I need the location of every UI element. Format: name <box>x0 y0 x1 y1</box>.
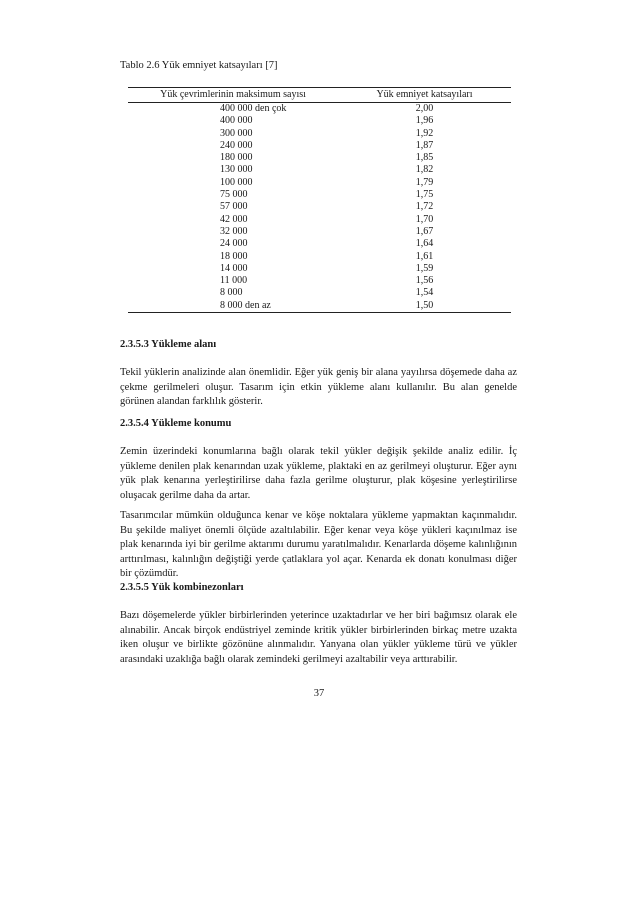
safety-factor-cell: 1,96 <box>415 115 434 127</box>
table-row <box>128 189 511 201</box>
safety-factor-cell: 1,67 <box>415 225 434 237</box>
table-row <box>128 128 511 140</box>
paragraph-yukleme-konumu-1: Zemin üzerindeki konumlarına bağlı olarak tekil yükler değişik şekilde analiz edilir. İç yükleme denilen plak kenarından uzak yükleme, plaktaki en az gerilmeyi oluşturur. Eğer aynı yük plak kenarına yerleştirilirse daha fazla gerilme oluşturur, plak köşesine yerleştirilirse oluşacak gerilme daha da artar. <box>120 446 517 501</box>
safety-factor-cell: 1,61 <box>415 250 434 262</box>
table-row <box>128 275 511 287</box>
safety-factor-cell: 1,50 <box>338 300 511 313</box>
cycle-count-cell: 42 000 <box>220 213 248 225</box>
table-row <box>128 214 511 226</box>
cycle-count-cell: 400 000 den çok <box>220 103 287 114</box>
safety-factor-cell: 1,64 <box>415 238 434 250</box>
safety-factor-cell: 1,56 <box>415 275 434 287</box>
table-row <box>128 238 511 250</box>
cycle-count-cell: 180 000 <box>220 152 253 164</box>
safety-factor-cell: 1,75 <box>415 189 434 201</box>
table-row <box>128 226 511 238</box>
table-row <box>128 152 511 164</box>
cycle-count-cell: 240 000 <box>220 139 253 151</box>
safety-factor-cell: 1,82 <box>415 164 434 176</box>
cycle-count-cell: 75 000 <box>220 189 248 201</box>
table-row <box>128 300 511 313</box>
paragraph-yuk-kombinezonlari: Bazı döşemelerde yükler birbirlerinden yeterince uzaktadırlar ve her biri bağımsız olarak ele alınabilir. Ancak birçok endüstriyel zeminde kritik yükler birbirlerinden birkaç metre uzakta iken oluşur ve birlikte gözönüne alınmalıdır. Yanyana olan yükler yükleme türü ve yükler arasındaki uzaklığa bağlı olarak zemindeki gerilmeyi azaltabilir veya arttırabilir. <box>120 610 517 665</box>
cycle-count-cell: 14 000 <box>220 262 248 274</box>
cycle-count-cell: 18 000 <box>220 250 248 262</box>
table-row <box>128 177 511 189</box>
safety-factor-cell: 1,92 <box>415 127 434 139</box>
cycle-count-cell: 400 000 <box>220 115 253 127</box>
safety-factor-cell: 1,54 <box>415 287 434 299</box>
section-heading-yukleme-alani: 2.3.5.3 Yükleme alanı <box>120 339 217 350</box>
safety-factor-cell: 1,79 <box>415 176 434 188</box>
cycle-count-cell: 24 000 <box>220 238 248 250</box>
section-heading-yukleme-konumu: 2.3.5.4 Yükleme konumu <box>120 418 232 429</box>
safety-factor-cell: 1,72 <box>415 201 434 213</box>
table-row <box>128 287 511 299</box>
cycle-count-cell: 32 000 <box>220 225 248 237</box>
table-row <box>128 251 511 263</box>
table-row <box>128 103 511 116</box>
cycle-count-cell: 11 000 <box>220 275 248 287</box>
table-row <box>128 164 511 176</box>
paragraph-yukleme-alani: Tekil yüklerin analizinde alan önemlidir. Eğer yük geniş bir alana yayılırsa döşemede daha az çekme gerilmeleri oluşur. Tasarım için etkin yükleme alanı kullanılır. Bu alan genelde görünen alandan farklılık gösterir. <box>120 367 517 408</box>
safety-factor-cell: 1,70 <box>415 213 434 225</box>
table-row <box>128 140 511 152</box>
page-number: 37 <box>313 688 325 699</box>
table-row <box>128 115 511 127</box>
table-caption: Tablo 2.6 Yük emniyet katsayıları [7] <box>120 60 278 71</box>
cycle-count-cell: 130 000 <box>220 164 253 176</box>
table-header-row <box>128 88 511 103</box>
load-safety-factor-table <box>128 87 511 313</box>
paragraph-yukleme-konumu-2: Tasarımcılar mümkün olduğunca kenar ve köşe noktalara yükleme yapmaktan kaçınmalıdır. Bu şekilde maliyet önemli ölçüde azaltılabilir. Eğer kenar veya köşe yükleri kaçınılmaz ise plak kenarında iyi bir gerilme aktarımı durumu yaratılmalıdır. Kenarlarda döşeme kalınlığının arttırılması, kalınlığın değiştiği yerde çatlaklara yol açar. Kenarda ek donatı konulması diğer bir çözümdür. <box>120 510 517 580</box>
cycle-count-cell: 8 000 <box>220 287 243 299</box>
cycle-count-cell: 300 000 <box>220 127 253 139</box>
column-header-safety-factor: Yük emniyet katsayıları <box>338 88 511 103</box>
cycle-count-cell: 8 000 den az <box>128 300 338 313</box>
table-body <box>128 103 511 313</box>
safety-factor-cell: 1,59 <box>415 262 434 274</box>
safety-factor-cell: 1,87 <box>415 139 434 151</box>
cycle-count-cell: 100 000 <box>220 176 253 188</box>
cycle-count-cell: 57 000 <box>220 201 248 213</box>
table-row <box>128 263 511 275</box>
section-heading-yuk-kombinezonlari: 2.3.5.5 Yük kombinezonları <box>120 582 244 593</box>
safety-factor-cell: 1,85 <box>415 152 434 164</box>
table-row <box>128 201 511 213</box>
safety-factor-cell: 2,00 <box>415 103 434 114</box>
column-header-cycles: Yük çevrimlerinin maksimum sayısı <box>128 88 338 103</box>
